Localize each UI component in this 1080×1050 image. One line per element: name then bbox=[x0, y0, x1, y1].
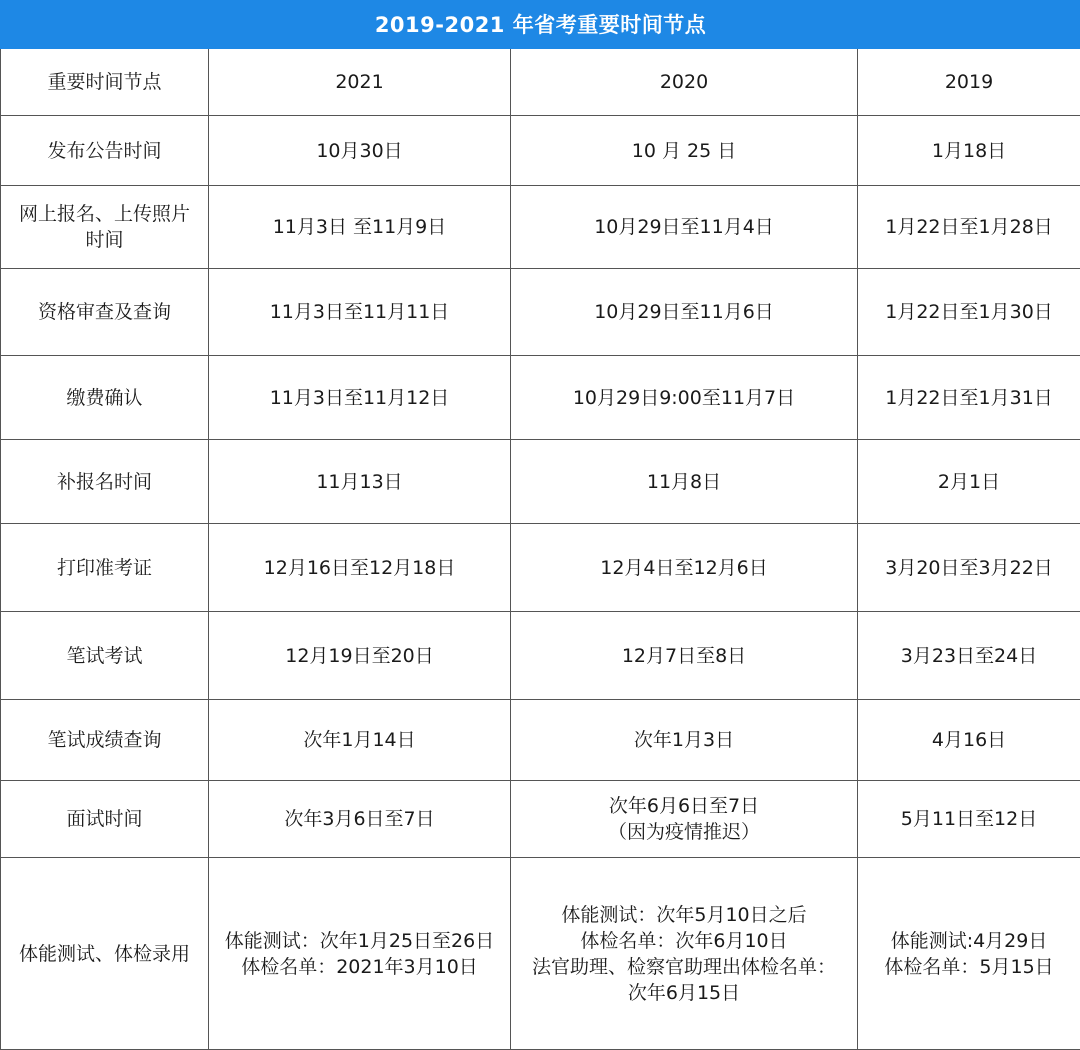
cell-line: （因为疫情推迟） bbox=[515, 819, 853, 845]
row-label-line: 打印准考证 bbox=[5, 555, 204, 581]
table-cell bbox=[858, 524, 1080, 612]
table-cell bbox=[858, 612, 1080, 700]
table-row bbox=[1, 612, 1080, 700]
cell-line: 12月16日至12月18日 bbox=[213, 555, 506, 581]
table-cell bbox=[209, 356, 511, 440]
table-cell bbox=[858, 700, 1080, 781]
table-row bbox=[1, 269, 1080, 356]
row-label-line: 补报名时间 bbox=[5, 469, 204, 495]
cell-line: 次年1月3日 bbox=[515, 727, 853, 753]
row-label bbox=[1, 269, 209, 356]
table-cell bbox=[209, 440, 511, 524]
cell-line: 11月8日 bbox=[515, 469, 853, 495]
row-label bbox=[1, 612, 209, 700]
table-cell bbox=[511, 269, 858, 356]
table-cell bbox=[511, 612, 858, 700]
table-cell bbox=[511, 858, 858, 1050]
table-row bbox=[1, 116, 1080, 186]
table-cell bbox=[858, 440, 1080, 524]
table-cell bbox=[858, 269, 1080, 356]
row-label bbox=[1, 356, 209, 440]
table-cell bbox=[511, 116, 858, 186]
table-cell bbox=[511, 524, 858, 612]
cell-line: 体能测试：次年1月25日至26日 bbox=[213, 928, 506, 954]
cell-line: 1月22日至1月31日 bbox=[862, 385, 1076, 411]
cell-line: 3月20日至3月22日 bbox=[862, 555, 1076, 581]
cell-line: 法官助理、检察官助理出体检名单： bbox=[515, 954, 853, 980]
cell-line: 1月22日至1月28日 bbox=[862, 214, 1076, 240]
cell-line: 4月16日 bbox=[862, 727, 1076, 753]
header-cell: 2020 bbox=[511, 49, 858, 116]
cell-line: 10月30日 bbox=[213, 138, 506, 164]
table-cell bbox=[858, 356, 1080, 440]
table-cell bbox=[209, 269, 511, 356]
cell-line: 1月22日至1月30日 bbox=[862, 299, 1076, 325]
table-cell bbox=[209, 781, 511, 858]
row-label bbox=[1, 116, 209, 186]
cell-line: 1月18日 bbox=[862, 138, 1076, 164]
table-cell bbox=[511, 440, 858, 524]
table-body bbox=[1, 49, 1080, 1050]
row-label bbox=[1, 700, 209, 781]
cell-line: 体检名单：2021年3月10日 bbox=[213, 954, 506, 980]
cell-line: 12月7日至8日 bbox=[515, 643, 853, 669]
table-row bbox=[1, 858, 1080, 1050]
row-label bbox=[1, 186, 209, 269]
table-cell bbox=[511, 700, 858, 781]
row-label bbox=[1, 524, 209, 612]
cell-line: 体检名单：次年6月10日 bbox=[515, 928, 853, 954]
cell-line: 11月3日至11月12日 bbox=[213, 385, 506, 411]
table-row bbox=[1, 440, 1080, 524]
table-cell bbox=[209, 116, 511, 186]
cell-line: 次年3月6日至7日 bbox=[213, 806, 506, 832]
cell-line: 10 月 25 日 bbox=[515, 138, 853, 164]
table-row bbox=[1, 524, 1080, 612]
cell-line: 12月19日至20日 bbox=[213, 643, 506, 669]
row-label-line: 网上报名、上传照片 bbox=[5, 201, 204, 227]
cell-line: 10月29日至11月6日 bbox=[515, 299, 853, 325]
cell-line: 11月3日 至11月9日 bbox=[213, 214, 506, 240]
table-row bbox=[1, 781, 1080, 858]
row-label-line: 体能测试、体检录用 bbox=[5, 941, 204, 967]
table-cell bbox=[858, 116, 1080, 186]
row-label bbox=[1, 858, 209, 1050]
row-label-line: 发布公告时间 bbox=[5, 138, 204, 164]
cell-line: 体检名单：5月15日 bbox=[862, 954, 1076, 980]
header-row bbox=[1, 49, 1080, 116]
cell-line: 10月29日至11月4日 bbox=[515, 214, 853, 240]
table-cell bbox=[511, 356, 858, 440]
table-row bbox=[1, 356, 1080, 440]
table-title: 2019-2021 年省考重要时间节点 bbox=[1, 1, 1080, 49]
table-cell bbox=[209, 700, 511, 781]
header-cell: 2021 bbox=[209, 49, 511, 116]
table-cell bbox=[858, 858, 1080, 1050]
cell-line: 次年6月15日 bbox=[515, 980, 853, 1006]
cell-line: 2月1日 bbox=[862, 469, 1076, 495]
table-cell bbox=[209, 858, 511, 1050]
cell-line: 12月4日至12月6日 bbox=[515, 555, 853, 581]
row-label-line: 面试时间 bbox=[5, 806, 204, 832]
row-label-line: 时间 bbox=[5, 227, 204, 253]
table-cell bbox=[511, 781, 858, 858]
cell-line: 11月13日 bbox=[213, 469, 506, 495]
table-cell bbox=[858, 781, 1080, 858]
row-label-line: 笔试考试 bbox=[5, 643, 204, 669]
cell-line: 体能测试：次年5月10日之后 bbox=[515, 902, 853, 928]
cell-line: 10月29日9:00至11月7日 bbox=[515, 385, 853, 411]
header-cell: 重要时间节点 bbox=[1, 49, 209, 116]
table-row bbox=[1, 186, 1080, 269]
table-cell bbox=[209, 612, 511, 700]
table-row bbox=[1, 700, 1080, 781]
row-label-line: 笔试成绩查询 bbox=[5, 727, 204, 753]
cell-line: 次年1月14日 bbox=[213, 727, 506, 753]
row-label-line: 缴费确认 bbox=[5, 385, 204, 411]
row-label bbox=[1, 781, 209, 858]
cell-line: 11月3日至11月11日 bbox=[213, 299, 506, 325]
cell-line: 次年6月6日至7日 bbox=[515, 793, 853, 819]
header-cell: 2019 bbox=[858, 49, 1080, 116]
row-label-line: 资格审查及查询 bbox=[5, 299, 204, 325]
table-cell bbox=[209, 186, 511, 269]
row-label bbox=[1, 440, 209, 524]
table-cell bbox=[858, 186, 1080, 269]
cell-line: 5月11日至12日 bbox=[862, 806, 1076, 832]
table-cell bbox=[511, 186, 858, 269]
table-cell bbox=[209, 524, 511, 612]
cell-line: 体能测试:4月29日 bbox=[862, 928, 1076, 954]
cell-line: 3月23日至24日 bbox=[862, 643, 1076, 669]
